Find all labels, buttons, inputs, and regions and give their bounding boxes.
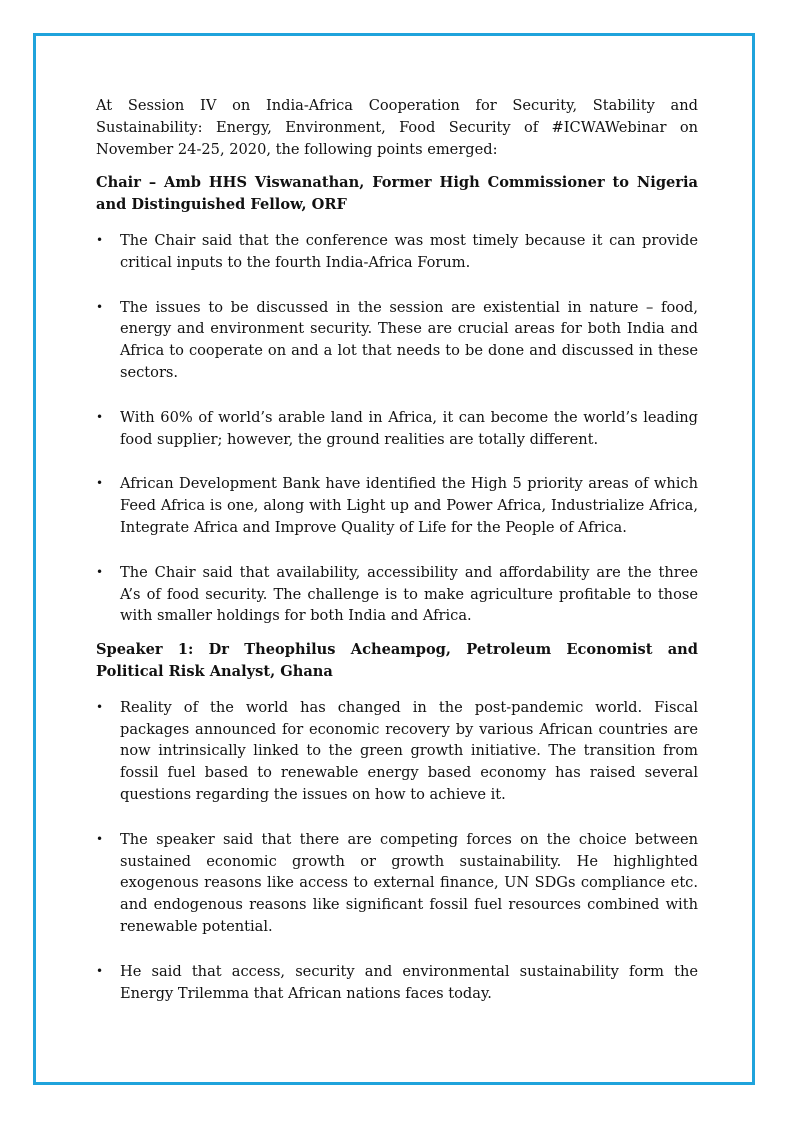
- list-item: [96, 961, 698, 1005]
- speaker-1-points-list: [96, 697, 698, 1005]
- point-text: African Development Bank have identified the High 5 priority areas of which Feed Africa is one, along with Light up and Power Africa, Industrialize Africa, Integrate Africa and Improve Quality of Life for the People of Africa.: [120, 475, 698, 536]
- point-text: The issues to be discussed in the session are existential in nature – food, energy and environment security. These are crucial areas for both India and Africa to cooperate on and a lot that needs to be done and discussed in these sectors.: [120, 298, 698, 381]
- list-item: [96, 562, 698, 627]
- point-text: The speaker said that there are competing forces on the choice between sustained economic growth or growth sustainability. He highlighted exogenous reasons like access to external finance, UN SDGs compliance etc. and endogenous reasons like significant fossil fuel resources combined with renewable potential.: [120, 830, 698, 935]
- bullet-icon: •: [96, 699, 104, 714]
- point-text: With 60% of world’s arable land in Africa, it can become the world’s leading food supplier; however, the ground realities are totally different.: [120, 408, 698, 448]
- list-item: [96, 473, 698, 538]
- list-item: [96, 230, 698, 274]
- point-text: The Chair said that availability, accessibility and affordability are the three A’s of food security. The challenge is to make agriculture profitable to those with smaller holdings for both India and Africa.: [120, 563, 698, 625]
- bullet-icon: •: [96, 409, 104, 424]
- point-text: Reality of the world has changed in the post-pandemic world. Fiscal packages announced for economic recovery by various African countries are now intrinsically linked to the green growth initiative. The transition from fossil fuel based to renewable energy based economy has raised several questions regarding the issues on how to achieve it.: [120, 698, 698, 803]
- bullet-icon: •: [96, 232, 104, 247]
- point-text: The Chair said that the conference was most timely because it can provide critical inputs to the fourth India-Africa Forum.: [120, 231, 698, 271]
- bullet-icon: •: [96, 831, 104, 846]
- document-body: [96, 95, 698, 1016]
- point-text: He said that access, security and environmental sustainability form the Energy Trilemma that African nations faces today.: [120, 962, 698, 1002]
- list-item: [96, 829, 698, 938]
- chair-points-list: [96, 230, 698, 627]
- speaker-1-heading: Speaker 1: Dr Theophilus Acheampog, Petroleum Economist and Political Risk Analyst, Ghana: [96, 641, 698, 680]
- bullet-icon: •: [96, 963, 104, 978]
- list-item: [96, 297, 698, 384]
- list-item: [96, 697, 698, 806]
- bullet-icon: •: [96, 564, 104, 579]
- chair-heading: Chair – Amb HHS Viswanathan, Former High Commissioner to Nigeria and Distinguished Fellow, ORF: [96, 174, 698, 214]
- list-item: [96, 407, 698, 451]
- intro-paragraph: At Session IV on India-Africa Cooperation for Security, Stability and Sustainability: Energy, Environment, Food Security of #ICWAWebinar on November 24-25, 2020, the following points emerged:: [96, 97, 698, 158]
- bullet-icon: •: [96, 299, 104, 314]
- bullet-icon: •: [96, 476, 104, 491]
